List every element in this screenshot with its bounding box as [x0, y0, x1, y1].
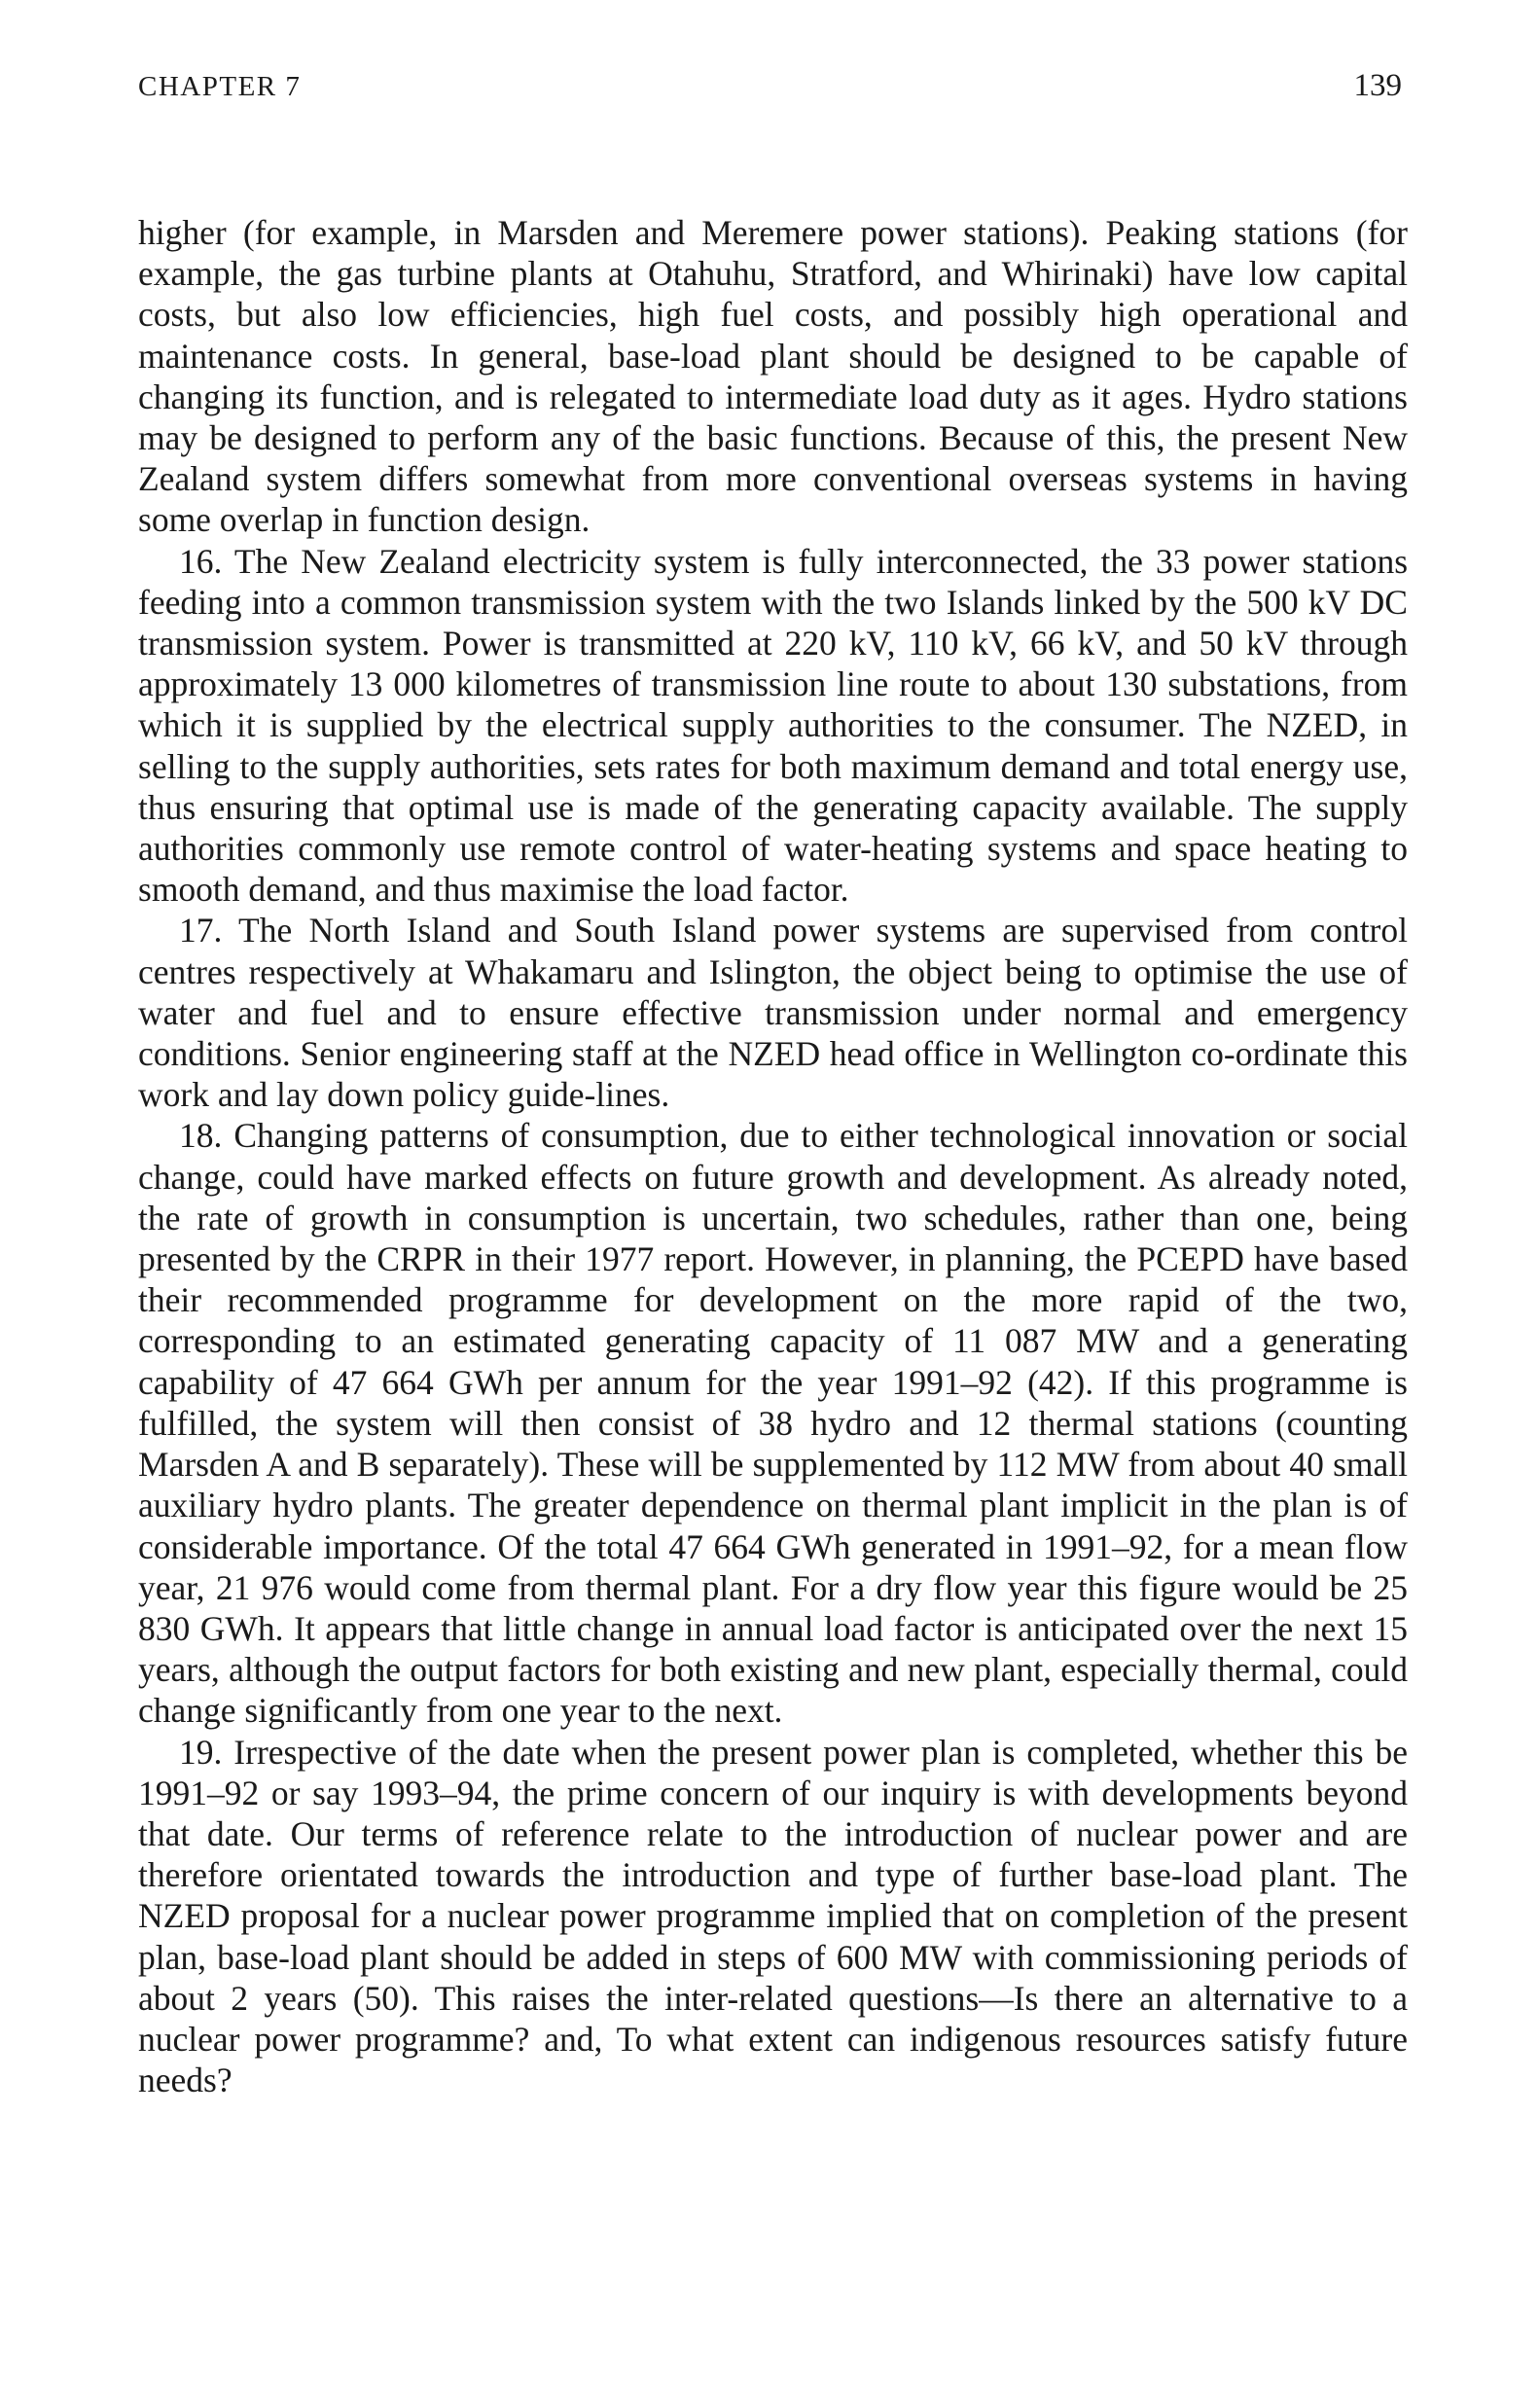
paragraph-text: The New Zealand electricity system is fully interconnected, the 33 power stations feeding into a common transmission system with the two Islands linked by the 500 kV DC transmission system. Power is transmitted at 220 kV, 110 kV, 66 kV, and 50 kV through approximately 13 000 kilometres of transmission line route to about 130 substations, from which it is supplied by the electrical supply authorities to the consumer. The NZED, in selling to the supply authorities, sets rates for both maximum demand and total energy use, thus ensuring that optimal use is made of the generating capacity available. The supply authorities commonly use remote control of water-heating systems and space heating to smooth demand, and thus maximise the load factor.: [138, 541, 1409, 910]
running-header: [138, 68, 1408, 126]
document-page: [138, 68, 1408, 2100]
paragraph-text: higher (for example, in Marsden and Meremere power stations). Peaking stations (for example, the gas turbine plants at Otahuhu, Stratford, and Whirinaki) have low capital costs, but also low efficiencies, high fuel costs, and possibly high operational and maintenance costs. In general, base-load plant should be designed to be capable of changing its function, and is relegated to intermediate load duty as it ages. Hydro stations may be designed to perform any of the basic functions. Because of this, the present New Zealand system differs somewhat from more conventional overseas systems in having some overlap in function design.: [138, 213, 1408, 540]
paragraph-number: 19.: [179, 1732, 223, 1772]
paragraph-text: Changing patterns of consumption, due to either technological innovation or social change, could have marked effects on future growth and development. As already noted, the rate of growth in consumption is uncertain, two schedules, rather than one, being presented by the CRPR in their 1977 report. However, in planning, the PCEPD have based their recommended programme for development on the more rapid of the two, corresponding to an estimated generating capacity of 11 087 MW and a generating capability of 47 664 GWh per annum for the year 1991–92 (42). If this programme is fulfilled, the system will then consist of 38 hydro and 12 thermal stations (counting Marsden A and B separately). These will be supplemented by 112 MW from about 40 small auxiliary hydro plants. The greater dependence on thermal plant implicit in the plan is of considerable importance. Of the total 47 664 GWh generated in 1991–92, for a mean flow year, 21 976 would come from thermal plant. For a dry flow year this figure would be 25 830 GWh. It appears that little change in annual load factor is anticipated over the next 15 years, although the output factors for both existing and new plant, especially thermal, could change significantly from one year to the next.: [138, 1116, 1409, 1731]
paragraph-16: [138, 541, 1408, 911]
paragraph-text: The North Island and South Island power systems are supervised from control centres respectively at Whakamaru and Islington, the object being to optimise the use of water and fuel and to ensure effective transmission under normal and emergency conditions. Senior engineering staff at the NZED head office in Wellington co-ordinate this work and lay down policy guide-lines.: [138, 911, 1408, 1115]
paragraph-number: 16.: [179, 541, 223, 581]
paragraph-continued: [138, 212, 1408, 541]
paragraph-17: [138, 910, 1408, 1115]
paragraph-number: 18.: [179, 1116, 223, 1156]
paragraph-18: [138, 1115, 1408, 1731]
body-text: [138, 212, 1408, 2100]
paragraph-number: 17.: [179, 911, 223, 950]
chapter-label: CHAPTER 7: [138, 71, 302, 102]
paragraph-19: [138, 1732, 1408, 2101]
page-number: 139: [1353, 68, 1402, 103]
paragraph-text: Irrespective of the date when the present power plan is completed, whether this be 1991–92 or say 1993–94, the prime concern of our inquiry is with developments beyond that date. Our terms of reference relate to the introduction of nuclear power and are therefore orientated towards the introduction and type of further base-load plant. The NZED proposal for a nuclear power programme implied that on completion of the present plan, base-load plant should be added in steps of 600 MW with commissioning periods of about 2 years (50). This raises the inter-related questions—Is there an alternative to a nuclear power programme? and, To what extent can indigenous resources satisfy future needs?: [138, 1732, 1408, 2100]
